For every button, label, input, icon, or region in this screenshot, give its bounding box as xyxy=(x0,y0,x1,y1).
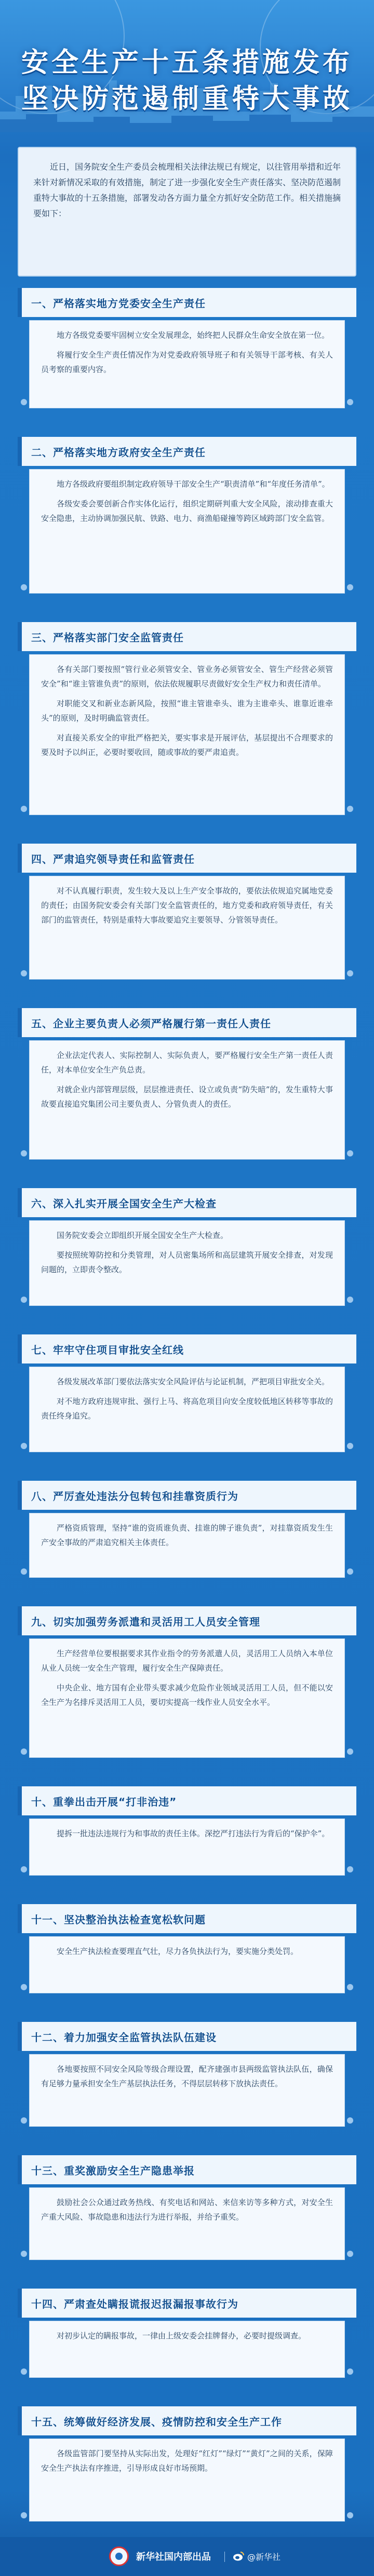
measure-paragraph: 对直接关系安全的审批严格把关，要实事求是开展评估，基层提出不合理要求的要及时予以纠正，必要时要收回，随或事故的要严肃追责。 xyxy=(41,733,333,757)
measure-body xyxy=(29,2187,345,2260)
footer xyxy=(0,2537,374,2576)
decorative-dot-icon xyxy=(347,1866,353,1872)
footer-org: 新华社国内部出品 xyxy=(136,2552,211,2563)
measure-section xyxy=(18,1008,356,1160)
footer-divider xyxy=(224,2552,225,2562)
measure-section xyxy=(18,1188,356,1306)
measure-paragraph: 对职能交叉和新业态新风险，按照“谁主管谁牵头、谁为主谁牵头、谁靠近谁牵头”的原则，及时明确监管责任。 xyxy=(41,699,333,723)
measure-section xyxy=(18,622,356,815)
measure-section xyxy=(18,1481,356,1578)
measure-title: 二、严格落实地方政府安全生产责任 xyxy=(31,446,206,459)
measure-title: 一、严格落实地方党委安全生产责任 xyxy=(31,297,206,310)
measure-title: 五、企业主要负责人必须严格履行第一责任人责任 xyxy=(31,1017,271,1030)
measure-paragraph: 各级发展改革部门要依法落实安全风险评估与论证机制，严把项目审批安全关。 xyxy=(57,1377,330,1386)
measure-body xyxy=(29,654,345,815)
measure-paragraph: 地方各级党委要牢固树立安全发展理念，始终把人民群众生命安全放在第一位。 xyxy=(57,330,330,340)
measure-title: 十一、坚决整治执法检查宽松软问题 xyxy=(31,1913,206,1926)
measure-title: 八、严厉查处违法分包转包和挂靠资质行为 xyxy=(31,1490,238,1503)
measure-paragraph: 要按照统筹防控和分类管理，对人员密集场所和高层建筑开展安全排查，对发现问题的，立即责令整改。 xyxy=(41,1250,333,1274)
measure-section xyxy=(18,2406,356,2522)
measure-paragraph: 各有关部门要按照“管行业必须管安全、管业务必须管安全、管生产经营必须管安全”和“谁主管谁负责”的原则，依法依规履职尽责做好安全生产权力和责任清单。 xyxy=(41,665,333,688)
decorative-dot-icon xyxy=(347,1748,353,1755)
measure-body xyxy=(29,469,345,594)
measure-paragraph: 提拆一批违法违规行为和事故的责任主体。深挖严打违法行为背后的“保护伞”。 xyxy=(57,1829,330,1838)
measure-paragraph: 企业法定代表人、实际控制人、实际负责人，要严格履行安全生产第一责任人责任，对本单位安全生产负总责。 xyxy=(41,1051,333,1075)
decorative-dot-icon xyxy=(347,1297,353,1303)
measure-title: 七、牢牢守住项目审批安全红线 xyxy=(31,1344,184,1356)
measure-body xyxy=(29,2321,345,2378)
page-title-line-2: 坚决防范遏制重特大事故 xyxy=(21,84,353,115)
measure-paragraph: 各地要按照不同安全风险等级合理设置，配齐建强市县两级监管执法队伍，确保有足够力量承担安全生产基层执法任务，不得层层转移下放执法责任。 xyxy=(41,2064,333,2088)
decorative-dot-icon xyxy=(347,399,353,405)
measure-paragraph: 安全生产执法检查要理直气壮，尽力各负执法行为，要实施分类处罚。 xyxy=(57,1947,299,1956)
measure-body xyxy=(29,1040,345,1160)
measure-paragraph: 国务院安委会立即组织开展全国安全生产大检查。 xyxy=(57,1231,229,1240)
measure-heading xyxy=(18,2022,356,2051)
measure-title: 十、重拳出击开展“打非治违” xyxy=(31,1796,177,1808)
measure-heading xyxy=(18,1786,356,1815)
measure-body xyxy=(29,1936,345,1993)
measure-section xyxy=(18,437,356,594)
measure-heading xyxy=(18,1188,356,1217)
measure-heading xyxy=(18,1904,356,1933)
decorative-dot-icon xyxy=(21,1866,27,1872)
measure-heading xyxy=(18,288,356,317)
measure-paragraph: 对不地方政府违规审批、强行上马、将高危项目向安全度较低地区转移等事故的责任终身追究。 xyxy=(41,1397,333,1421)
measure-paragraph: 对不认真履行职责，发生较大及以上生产安全事故的，要依法依规追究属地党委的责任；由国务院安委会有关部门安全监管责任的，地方党委和政府领导责任，有关部门的监管责任，特别是重特大事故要追究主要领导、分管领导责任。 xyxy=(41,886,333,925)
decorative-dot-icon xyxy=(21,970,27,976)
measure-body xyxy=(29,1367,345,1452)
measure-body xyxy=(29,1220,345,1306)
decorative-dot-icon xyxy=(21,2368,27,2375)
measure-title: 六、深入扎实开展全国安全生产大检查 xyxy=(31,1197,217,1210)
measure-body xyxy=(29,2054,345,2127)
footer-weibo: @新华社 xyxy=(247,2552,281,2562)
measure-body xyxy=(29,1638,345,1758)
decorative-dot-icon xyxy=(21,1150,27,1156)
decorative-dot-icon xyxy=(21,1984,27,1990)
measure-heading xyxy=(18,1334,356,1363)
decorative-dot-icon xyxy=(21,1748,27,1755)
measure-section xyxy=(18,1786,356,1876)
measure-title: 四、严肃追究领导责任和监管责任 xyxy=(31,853,195,865)
measure-title: 三、严格落实部门安全监管责任 xyxy=(31,631,184,644)
weibo-icon xyxy=(233,2551,244,2561)
decorative-dot-icon xyxy=(21,2512,27,2518)
measure-body xyxy=(29,1513,345,1578)
measure-heading xyxy=(18,622,356,651)
decorative-dot-icon xyxy=(347,1150,353,1156)
decorative-dot-icon xyxy=(347,2117,353,2124)
intro-box xyxy=(18,147,356,277)
decorative-dot-icon xyxy=(347,2368,353,2375)
measure-body xyxy=(29,876,345,980)
measure-section xyxy=(18,288,356,408)
measure-heading xyxy=(18,1008,356,1037)
measure-heading xyxy=(18,1606,356,1635)
xinhua-logo-icon xyxy=(109,2546,129,2566)
decorative-dot-icon xyxy=(21,1443,27,1449)
measure-paragraph: 对初步认定的瞒报事故，一律由上级安委会挂牌督办，必要时提级调查。 xyxy=(57,2331,306,2340)
decorative-dot-icon xyxy=(347,970,353,976)
measure-section xyxy=(18,1334,356,1452)
measure-section xyxy=(18,2289,356,2378)
decorative-dot-icon xyxy=(21,2251,27,2257)
measure-paragraph: 将履行安全生产责任情况作为对党委政府领导班子和有关领导干部考核、有关人员考察的重要内容。 xyxy=(41,350,333,374)
decorative-dot-icon xyxy=(347,2251,353,2257)
measure-body xyxy=(29,2439,345,2522)
measure-title: 十三、重奖激励安全生产隐患举报 xyxy=(31,2165,195,2177)
decorative-dot-icon xyxy=(347,2512,353,2518)
measure-section xyxy=(18,1904,356,1993)
measure-body xyxy=(29,1819,345,1876)
page-title-line-1: 安全生产十五条措施发布 xyxy=(21,47,353,78)
intro-text: 近日，国务院安全生产委员会梳理相关法律法规已有规定，以往管用举措和近年来针对新情况采取的有效措施，制定了进一步强化安全生产责任落实、坚决防范遏制重特大事故的十五条措施，部署发动各方面力量全方抓好安全防范工作。相关措施摘要如下： xyxy=(33,162,341,218)
measure-paragraph: 对就企业内部管理层级，层层推进责任、设立或负责“防失暗”的，发生重特大事故要直接追究集团公司主要负责人、分管负责人的责任。 xyxy=(41,1085,333,1109)
decorative-dot-icon xyxy=(21,584,27,590)
decorative-dot-icon xyxy=(21,806,27,812)
measure-body xyxy=(29,320,345,408)
measure-paragraph: 鼓励社会公众通过政务热线、有奖电话和网站、来信来访等多种方式，对安全生产重大风险、事故隐患和违法行为进行举报，并给予重奖。 xyxy=(41,2198,333,2222)
measure-title: 十五、统筹做好经济发展、疫情防控和安全生产工作 xyxy=(31,2416,282,2428)
measure-paragraph: 地方各级政府要组织制定政府领导干部安全生产“职责清单”和“年度任务清单”。 xyxy=(57,479,330,489)
measure-paragraph: 中央企业、地方国有企业带头要求减少危险作业领域灵活用工人员，但不能以安全生产为名排斥灵活用工人员，要切实提高一线作业人员安全水平。 xyxy=(41,1683,333,1707)
measure-section xyxy=(18,2022,356,2127)
decorative-dot-icon xyxy=(347,806,353,812)
decorative-dot-icon xyxy=(21,1568,27,1575)
measure-title: 十四、严肃查处瞒报谎报迟报漏报事故行为 xyxy=(31,2298,238,2310)
measure-heading xyxy=(18,2406,356,2435)
measure-heading xyxy=(18,2289,356,2318)
measure-paragraph: 各级监管部门要坚持从实际出发，处理好“红灯”“绿灯”“黄灯”之间的关系，保障安全生产执法有序推进，引导形成良好市场预期。 xyxy=(41,2449,333,2473)
measure-heading xyxy=(18,2155,356,2184)
measure-section xyxy=(18,844,356,980)
measure-title: 九、切实加强劳务派遣和灵活用工人员安全管理 xyxy=(31,1616,260,1628)
measure-heading xyxy=(18,437,356,466)
decorative-dot-icon xyxy=(347,1568,353,1575)
decorative-dot-icon xyxy=(21,2117,27,2124)
decorative-dot-icon xyxy=(21,1297,27,1303)
decorative-dot-icon xyxy=(21,399,27,405)
measure-section xyxy=(18,1606,356,1758)
measure-section xyxy=(18,2155,356,2260)
decorative-dot-icon xyxy=(347,584,353,590)
measure-paragraph: 各级安委会要创新合作实体化运行，组织定期研判重大安全风险，滚动排查重大安全隐患，主动协调加强民航、铁路、电力、商渔船碰撞等跨区域跨部门安全监管。 xyxy=(41,499,333,523)
measure-paragraph: 生产经营单位要根据要求其作业指令的劳务派遣人员，灵活用工人员纳入本单位从业人员统一安全生产管理，履行安全生产保障责任。 xyxy=(41,1649,333,1673)
header-banner xyxy=(0,0,374,132)
measure-paragraph: 严格资质管理，坚持“谁的资质谁负责、挂谁的牌子谁负责”，对挂靠资质发生生产安全事故的严肃追究相关主体责任。 xyxy=(41,1523,333,1547)
decorative-dot-icon xyxy=(347,1443,353,1449)
measure-heading xyxy=(18,1481,356,1510)
decorative-dot-icon xyxy=(347,1984,353,1990)
measure-heading xyxy=(18,844,356,873)
measure-title: 十二、着力加强安全监管执法队伍建设 xyxy=(31,2031,217,2044)
